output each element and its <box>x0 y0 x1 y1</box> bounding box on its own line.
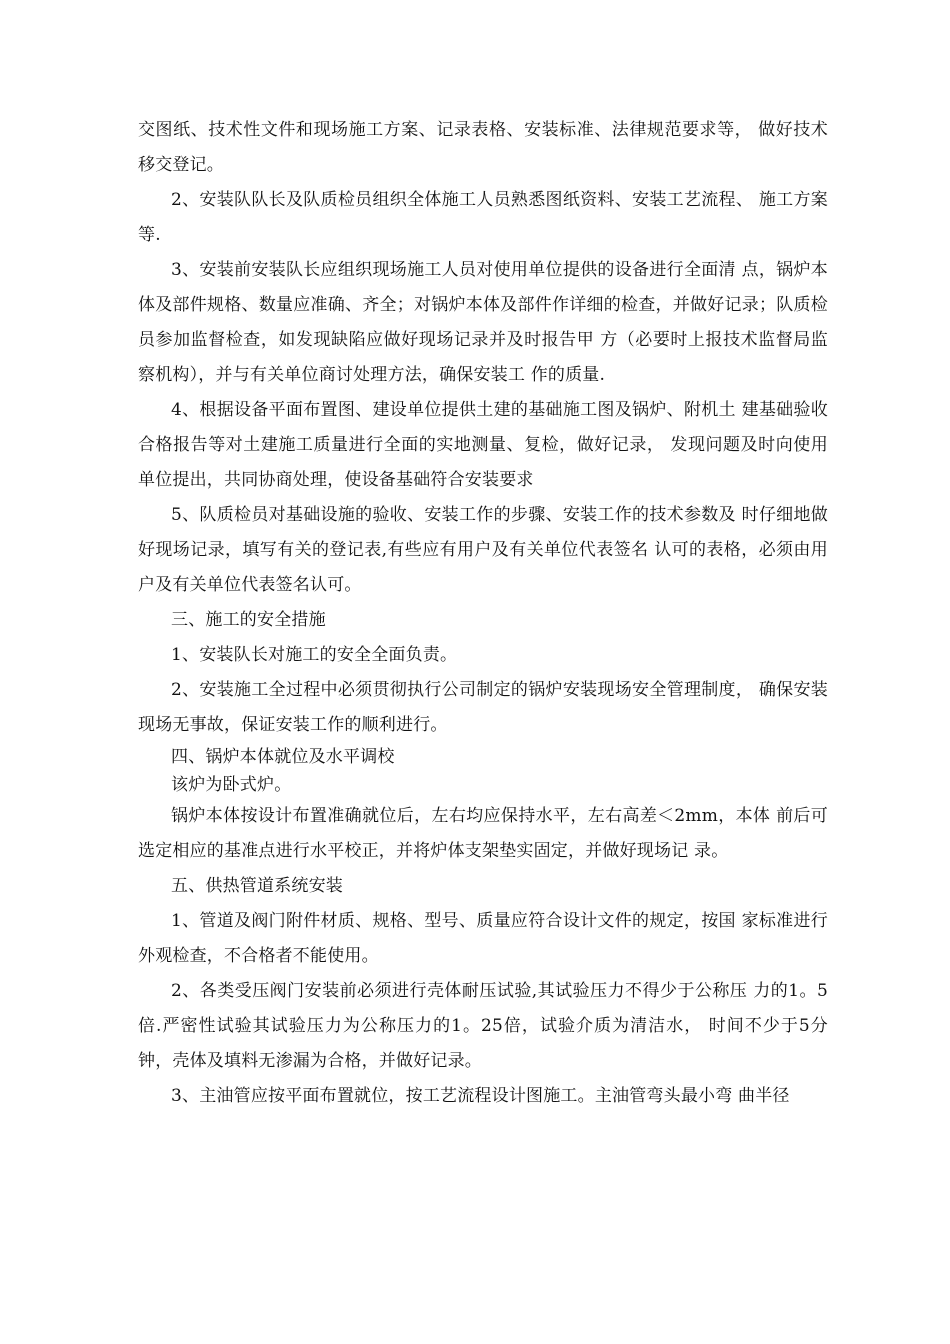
paragraph-boiler-leveling: 锅炉本体按设计布置准确就位后，左右均应保持水平，左右高差＜2mm，本体 前后可选定相应的基准点进行水平校正，并将炉体支架垫实固定，并做好现场记 录。 <box>138 806 828 861</box>
section-heading-heating-pipes: 五、供热管道系统安装 <box>171 876 343 896</box>
section-heading-safety: 三、施工的安全措施 <box>171 610 326 630</box>
paragraph-pipes-1: 1、管道及阀门附件材质、规格、型号、质量应符合设计文件的规定，按国 家标准进行外观检查，不合格者不能使用。 <box>138 911 828 966</box>
paragraph-pipes-3: 3、主油管应按平面布置就位，按工艺流程设计图施工。主油管弯头最小弯 曲半径 <box>171 1086 790 1106</box>
document-page <box>138 113 828 1114</box>
paragraph-item-4: 4、根据设备平面布置图、建设单位提供土建的基础施工图及锅炉、附机土 建基础验收合格报告等对土建施工质量进行全面的实地测量、复检，做好记录， 发现问题及时向使用单位提出，共同协商处理，使设备基础符合安装要求 <box>138 400 828 490</box>
paragraph-item-3: 3、安装前安装队长应组织现场施工人员对使用单位提供的设备进行全面清 点，锅炉本体及部件规格、数量应准确、齐全；对锅炉本体及部件作详细的检查，并做好记录；队质检员参加监督检查，如发现缺陷应做好现场记录并及时报告甲 方（必要时上报技术监督局监察机构），并与有关单位商讨处理方法，确保安装工 作的质量. <box>138 260 828 385</box>
paragraph-continuation: 交图纸、技术性文件和现场施工方案、记录表格、安装标准、法律规范要求等， 做好技术移交登记。 <box>138 120 828 175</box>
paragraph-pipes-2: 2、各类受压阀门安装前必须进行壳体耐压试验,其试验压力不得少于公称压 力的1。5倍.严密性试验其试验压力为公称压力的1。25倍，试验介质为清洁水， 时间不少于5分钟，壳体及填料无渗漏为合格，并做好记录。 <box>138 981 828 1071</box>
paragraph-item-5: 5、队质检员对基础设施的验收、安装工作的步骤、安装工作的技术参数及 时仔细地做好现场记录，填写有关的登记表,有些应有用户及有关单位代表签名 认可的表格，必须由用户及有关单位代表签名认可。 <box>138 505 828 595</box>
paragraph-safety-1: 1、安装队长对施工的安全全面负责。 <box>171 645 458 665</box>
section-heading-boiler-leveling: 四、锅炉本体就位及水平调校 <box>171 747 395 767</box>
paragraph-safety-2: 2、安装施工全过程中必须贯彻执行公司制定的锅炉安装现场安全管理制度， 确保安装现场无事故，保证安装工作的顺利进行。 <box>138 680 828 735</box>
paragraph-item-2: 2、安装队队长及队质检员组织全体施工人员熟悉图纸资料、安装工艺流程、 施工方案等. <box>138 190 828 245</box>
paragraph-boiler-type: 该炉为卧式炉。 <box>171 775 292 795</box>
